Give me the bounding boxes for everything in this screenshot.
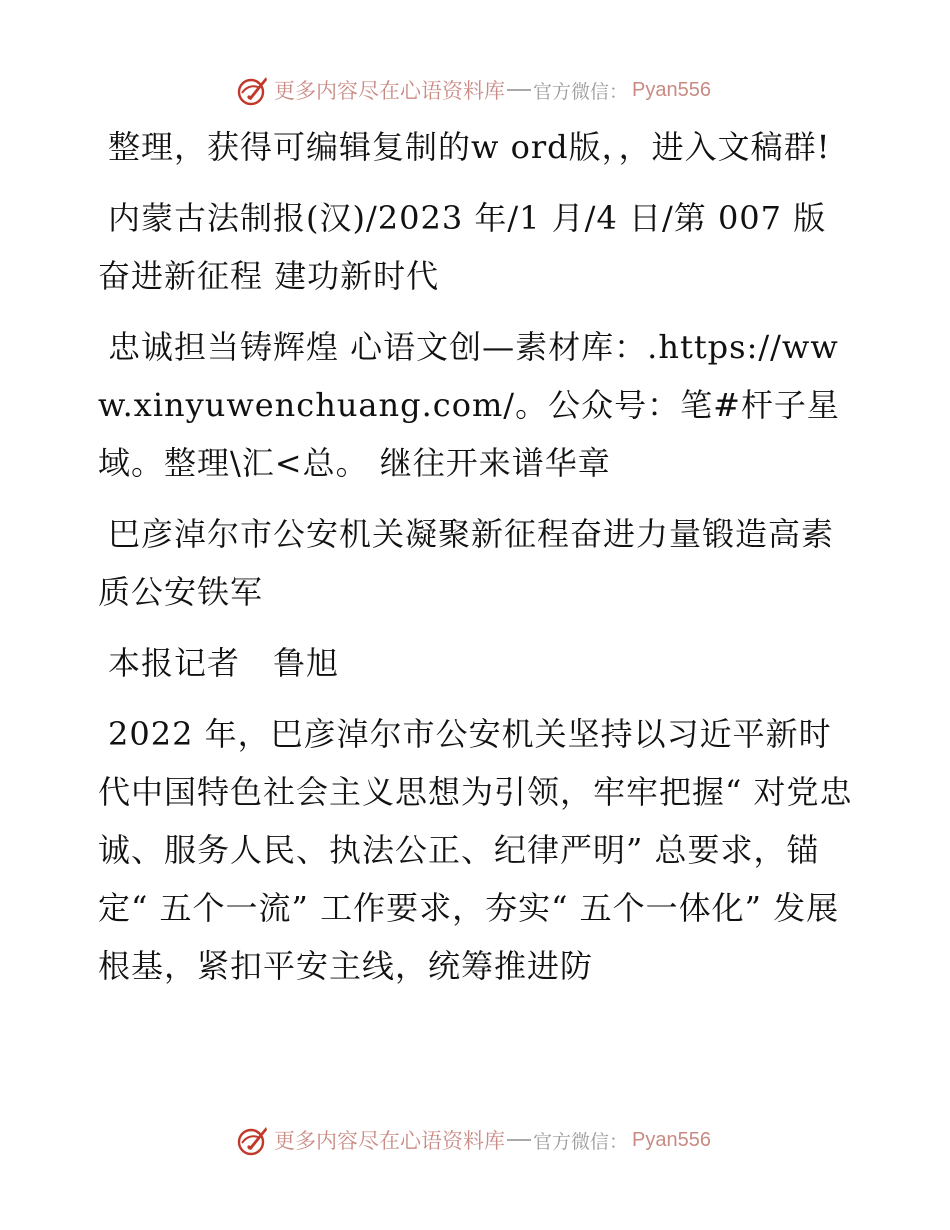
paragraph-4: 巴彦淖尔市公安机关凝聚新征程奋进力量锻造高素质公安铁军: [98, 515, 835, 611]
paragraph-2: 内蒙古法制报(汉)/2023 年/1 月/4 日/第 007 版奋进新征程 建功新时代: [98, 199, 827, 295]
paragraph-5: 本报记者 鲁旭: [108, 644, 340, 682]
footer-wechat-id: Pyan556: [632, 1128, 711, 1151]
footer-divider: [507, 1139, 531, 1141]
banner-site-name: 更多内容尽在心语资料库: [274, 79, 505, 103]
banner-divider: [507, 89, 531, 91]
banner-wechat-label: 官方微信：: [533, 80, 629, 103]
header-banner: [236, 72, 711, 108]
banner-wechat-id: Pyan556: [632, 78, 711, 101]
footer-banner: [236, 1122, 711, 1158]
paragraph-3: 忠诚担当铸辉煌 心语文创—素材库：.https://www.xinyuwenchuang.com/。公众号：笔#杆子星域。整理\汇<总。 继往开来谱华章: [98, 328, 840, 482]
paragraph-6: 2022 年，巴彦淖尔市公安机关坚持以习近平新时代中国特色社会主义思想为引领，牢牢把握“ 对党忠诚、服务人民、执法公正、纪律严明” 总要求，锚定“ 五个一流” 工作要求，夯实“ 五个一体化” 发展根基，紧扣平安主线，统筹推进防: [98, 715, 853, 985]
document-body: [98, 118, 858, 1008]
paragraph-1: 整理，获得可编辑复制的w ord版，，进入文稿群!: [108, 128, 831, 166]
quill-pen-logo-icon: [236, 73, 270, 107]
quill-pen-logo-icon: [236, 1123, 270, 1157]
footer-site-name: 更多内容尽在心语资料库: [274, 1129, 505, 1153]
footer-wechat-label: 官方微信：: [533, 1130, 629, 1153]
